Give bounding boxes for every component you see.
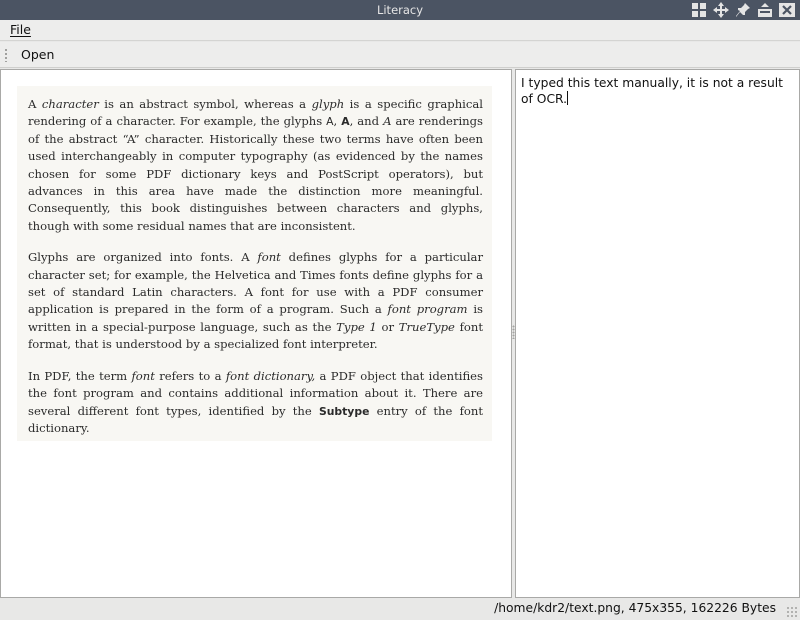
document-text-run: , bbox=[333, 114, 342, 129]
close-icon[interactable] bbox=[778, 1, 796, 19]
window-grid-icon[interactable] bbox=[690, 1, 708, 19]
minimize-to-tray-icon[interactable] bbox=[756, 1, 774, 19]
document-paragraph bbox=[28, 249, 483, 353]
menu-file[interactable]: File bbox=[10, 22, 31, 37]
document-text-run: , and bbox=[349, 114, 384, 129]
document-text-run: is an abstract symbol, whereas a bbox=[98, 97, 312, 111]
document-text-run: font bbox=[131, 368, 155, 383]
titlebar-controls bbox=[690, 1, 796, 19]
toolbar bbox=[0, 42, 800, 68]
move-arrows-icon[interactable] bbox=[712, 1, 730, 19]
title-bar bbox=[0, 0, 800, 20]
editor-text[interactable] bbox=[521, 75, 795, 107]
editor-content: I typed this text manually, it is not a result of OCR. bbox=[521, 76, 783, 107]
pin-icon[interactable] bbox=[734, 1, 752, 19]
document-paragraph bbox=[28, 96, 483, 235]
document-text-run: Glyphs are organized into fonts. A bbox=[28, 250, 258, 265]
resize-grip[interactable] bbox=[786, 606, 798, 618]
text-editor-pane[interactable] bbox=[515, 69, 800, 598]
document-text-run: are renderings of the abstract “A” character. Historically these two terms have often been used interchangeably in computer typography (as evidenced by the names chosen for some PDF dictionary keys and PostScript operators), but advances in this area have made the distinction more meaningful. Consequently, this book distinguishes between characters and glyphs, though with some residual names that are inconsistent. bbox=[28, 114, 484, 233]
document-text-run: Subtype bbox=[318, 404, 370, 418]
document-text-run: A bbox=[383, 114, 392, 129]
document-text-run: refers to a bbox=[154, 368, 226, 383]
open-button[interactable]: Open bbox=[21, 47, 55, 62]
document-text-run: font format, that is understood by a specialized font interpreter. bbox=[28, 319, 483, 352]
toolbar-grip-handle[interactable] bbox=[4, 48, 8, 62]
window-title: Literacy bbox=[376, 3, 424, 17]
status-file-info: /home/kdr2/text.png, 475x355, 162226 Bytes bbox=[494, 601, 776, 615]
document-text-run: glyph bbox=[311, 97, 345, 111]
document-paragraph bbox=[28, 368, 483, 438]
document-text-run: is written in a special-purpose language, such as the bbox=[28, 302, 483, 334]
document-text-run: A bbox=[326, 115, 334, 129]
document-text-run: or bbox=[376, 319, 399, 334]
status-bar bbox=[0, 598, 800, 620]
document-text-run: defines glyphs for a particular character set; for example, the Helvetica and Times fonts define glyphs for a set of standard Latin characters. A font for use with a PDF consumer application is prepared in the form of a program. Such a bbox=[28, 250, 483, 317]
document-text-run: A bbox=[28, 97, 42, 111]
document-text-run: entry of the font dictionary. bbox=[28, 403, 483, 435]
document-text-run: A bbox=[341, 115, 350, 129]
document-text-run: character bbox=[41, 97, 99, 111]
document-text-run: font dictionary, bbox=[225, 368, 316, 383]
document-text-run: is a specific graphical rendering of a character. For example, the glyphs bbox=[28, 97, 483, 129]
menu-bar bbox=[0, 20, 800, 41]
document-text-run: TrueType bbox=[398, 319, 455, 334]
document-text-run: In PDF, the term bbox=[28, 368, 132, 383]
document-text-run: font program bbox=[387, 302, 468, 317]
document-text-run: Type 1 bbox=[336, 319, 377, 334]
text-cursor bbox=[567, 91, 568, 105]
document-text-run: a PDF object that identifies the font program and contains additional information about it. There are several different font types, identified by the bbox=[28, 368, 483, 418]
document-text-run: font bbox=[257, 250, 281, 265]
document-image bbox=[17, 86, 492, 441]
